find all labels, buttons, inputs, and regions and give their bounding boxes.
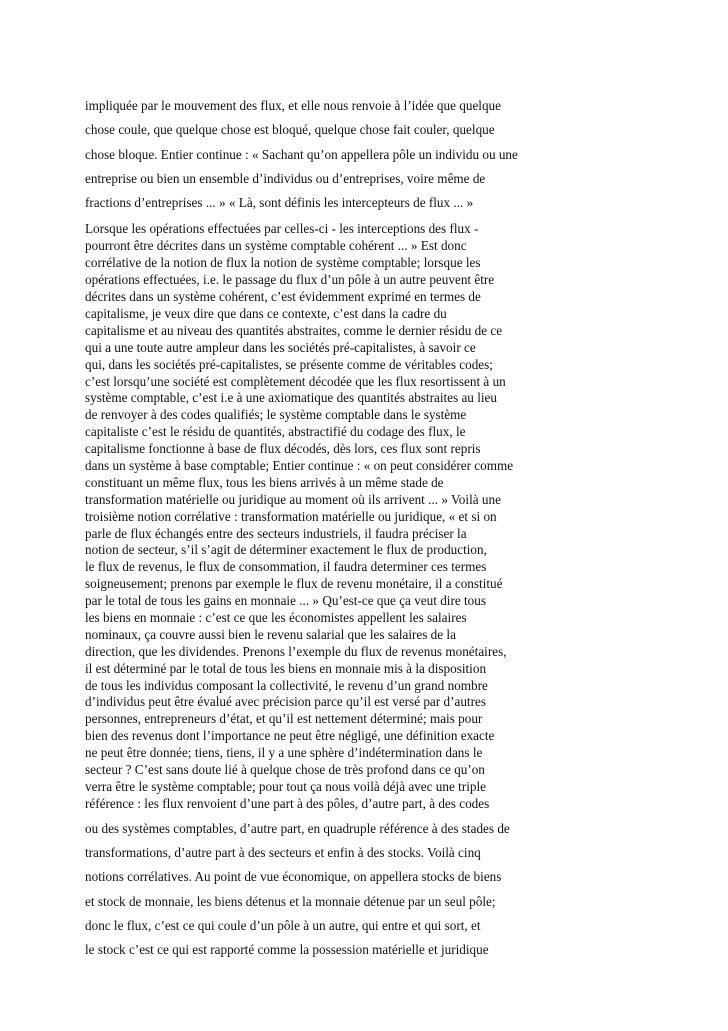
text-line: transformation matérielle ou juridique au moment où ils arrivent ... » Voilà une	[85, 491, 501, 507]
text-line: ne peut être donnée; tiens, tiens, il y a une sphère d’indétermination dans le	[85, 745, 483, 761]
text-line: personnes, entrepreneurs d’état, et qu’il est nettement déterminé; mais pour	[85, 711, 483, 727]
text-line: nominaux, ça couvre aussi bien le revenu salarial que les salaires de la	[85, 626, 456, 642]
text-line: c’est lorsqu’une société est complètement décodée que les flux resortissent à un	[85, 373, 506, 389]
text-line: chose coule, que quelque chose est bloqué, quelque chose fait couler, quelque	[85, 122, 495, 138]
text-line: parle de flux échangés entre des secteurs industriels, il faudra préciser la	[85, 525, 467, 541]
text-line: décrites dans un système cohérent, c’est évidemment exprimé en termes de	[85, 289, 481, 305]
text-line: ou des systèmes comptables, d’autre part, en quadruple référence à des stades de	[85, 820, 510, 836]
text-line: de renvoyer à des codes qualifiés; le système comptable dans le système	[85, 407, 467, 423]
text-line: notions corrélatives. Au point de vue économique, on appellera stocks de biens	[85, 869, 502, 885]
text-line: bien des revenus dont l’importance ne peut être négligé, une définition exacte	[85, 728, 495, 744]
text-line: pourront être décrites dans un système comptable cohérent ... » Est donc	[85, 238, 467, 254]
text-line: opérations effectuées, i.e. le passage du flux d’un pôle à un autre peuvent être	[85, 272, 495, 288]
text-line: fractions d’entreprises ... » « Là, sont définis les intercepteurs de flux ... »	[85, 195, 474, 211]
bottom-block	[85, 817, 585, 963]
text-line: verra être le système comptable; pour tout ça nous voilà déjà avec une triple	[85, 778, 486, 794]
text-line: d’individus peut être évalué avec précision parce qu’il est versé par d’autres	[85, 694, 486, 710]
text-line: de tous les individus composant la collectivité, le revenu d’un grand nombre	[85, 677, 488, 693]
text-line: capitaliste c’est le résidu de quantités, abstractifié du codage des flux, le	[85, 424, 466, 440]
text-line: capitalisme, je veux dire que dans ce contexte, c’est dans la cadre du	[85, 305, 447, 321]
text-line: le flux de revenus, le flux de consommation, il faudra determiner ces termes	[85, 559, 487, 575]
text-line: entreprise ou bien un ensemble d’individus ou d’entreprises, voire même de	[85, 170, 486, 186]
text-line: secteur ? C’est sans doute lié à quelque chose de très profond dans ce qu’on	[85, 761, 485, 777]
text-line: constituant un même flux, tous les biens arrivés à un même stade de	[85, 474, 444, 490]
text-line: corrélative de la notion de flux la notion de système comptable; lorsque les	[85, 255, 481, 271]
text-line: notion de secteur, s’il s’agit de déterminer exactement le flux de production,	[85, 542, 487, 558]
top-block	[85, 94, 585, 215]
text-line: direction, que les dividendes. Prenons l’exemple du flux de revenus monétaires,	[85, 643, 507, 659]
text-line: par le total de tous les gains en monnaie ... » Qu’est-ce que ça veut dire tous	[85, 593, 486, 609]
text-line: soigneusement; prenons par exemple le flux de revenu monétaire, il a constitué	[85, 576, 503, 592]
text-line: capitalisme et au niveau des quantités abstraites, comme le dernier résidu de ce	[85, 322, 503, 338]
text-line: le stock c’est ce qui est rapporté comme la possession matérielle et juridique	[85, 942, 489, 958]
text-line: qui a une toute autre ampleur dans les sociétés pré-capitalistes, à savoir ce	[85, 339, 476, 355]
text-line: Lorsque les opérations effectuées par celles-ci - les interceptions des flux -	[85, 221, 479, 237]
text-line: système comptable, c’est i.e à une axiomatique des quantités abstraites au lieu	[85, 390, 497, 406]
text-line: il est déterminé par le total de tous les biens en monnaie mis à la disposition	[85, 660, 487, 676]
text-line: référence : les flux renvoient d’une part à des pôles, d’autre part, à des codes	[85, 795, 490, 811]
text-line: capitalisme fonctionne à base de flux décodés, dès lors, ces flux sont repris	[85, 441, 481, 457]
text-line: qui, dans les sociétés pré-capitalistes, se présente comme de véritables codes;	[85, 356, 493, 372]
page-text	[85, 94, 585, 962]
text-line: transformations, d’autre part à des secteurs et enfin à des stocks. Voilà cinq	[85, 844, 481, 860]
text-line: et stock de monnaie, les biens détenus et la monnaie détenue par un seul pôle;	[85, 893, 496, 909]
text-line: donc le flux, c’est ce qui coule d’un pôle à un autre, qui entre et qui sort, et	[85, 917, 481, 933]
text-line: troisième notion corrélative : transformation matérielle ou juridique, « et si on	[85, 508, 497, 524]
text-line: les biens en monnaie : c’est ce que les économistes appellent les salaires	[85, 609, 467, 625]
middle-block	[85, 221, 585, 812]
text-line: chose bloque. Entier continue : « Sachant qu’on appellera pôle un individu ou une	[85, 146, 518, 162]
text-line: impliquée par le mouvement des flux, et elle nous renvoie à l’idée que quelque	[85, 98, 501, 113]
text-line: dans un système à base comptable; Entier continue : « on peut considérer comme	[85, 457, 514, 473]
